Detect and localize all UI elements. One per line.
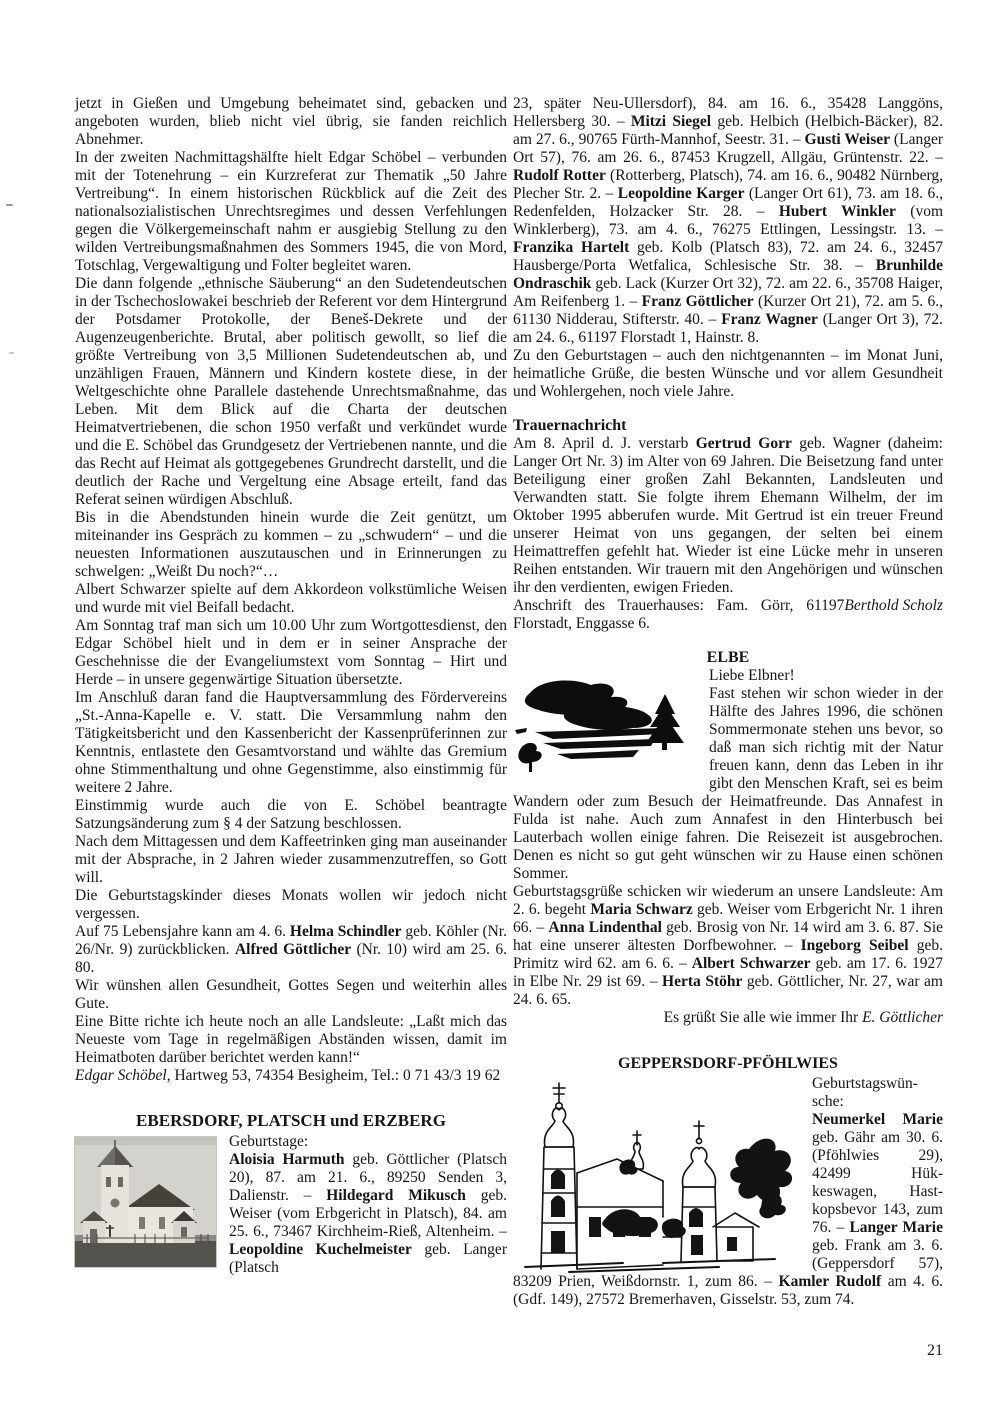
geburtstagswuensche-label: Geburtstagswünsche: (812, 1075, 918, 1110)
ebersdorf-church-photo (75, 1137, 216, 1267)
paragraph: In der zweiten Nachmittagshälfte hielt Edgar Schöbel – verbunden mit der Totenehrung – ein Kurzreferat zur Thematik „50 Jahre Vertreibung“. In einem historischen Rückblick auf die Zeit des nationalsozialistischen Unrechtsregimes und dessen Verfehlungen gegen die Völkergemeinschaft nahm er ausgiebig Stellung zu den wilden Vertreibungsmaßnahmen des Sommers 1945, die von Mord, Totschlag, Vergewaltigung und Folter begleitet waren. (75, 149, 507, 274)
signature: Berthold Scholz (844, 597, 943, 614)
paragraph: Zu den Geburtstagen – auch den nichtgenannten – im Monat Juni, heimatliche Grüße, die besten Wünsche und vor allem Gesundheit und Wohlergehen, noch viele Jahre. (513, 347, 943, 400)
paragraph: Auf 75 Lebensjahre kann am 4. 6. Helma Schindler geb. Köhler (Nr. 26/Nr. 9) zurückblicken. Alfred Göttlicher (Nr. 10) wird am 25. 6. 80. (75, 923, 508, 976)
elbe-section (513, 667, 943, 883)
elbe-text: Fast stehen wir schon wieder in der Hälfte des Jahres 1996, die schönen Sommermonate stehen uns bevor, so daß man sich richtig mit der Natur freuen kann, denn das Leben in ihr gibt den Menschen Kraft, sei es beim Wandern oder zum Besuch der Heimatfreunde. Das Annafest in Fulda ist nahe. Auch zum Annafest in den Hinterbusch bei Lauterbach wollen einige fahren. Die Reisezeit ist ausgebrochen. Denen es nicht so gut geht wünschen wir zu Hause einen schönen Sommer. (513, 685, 943, 882)
left-column (75, 95, 507, 1277)
elbe-salutation: Liebe Elbner! (709, 667, 795, 684)
section-heading-trauernachricht: Trauernachricht (513, 417, 627, 434)
address-line (513, 597, 943, 633)
geburtstage-label: Geburtstage: (229, 1133, 309, 1150)
section-heading-ebersdorf: EBERSDORF, PLATSCH und ERZBERG (136, 1111, 446, 1130)
paragraph: Eine Bitte richte ich heute noch an alle Landsleute: „Laßt mich das Neueste vom Tage in regelmäßigen Abständen wissen, damit im Heimatboten darüber berichtet werden kann!“ (75, 1013, 507, 1066)
obituary-text: Am 8. April d. J. verstarb Gertrud Gorr geb. Wagner (daheim: Langer Ort Nr. 3) im Alter von 69 Jahren. Die Beisetzung fand unter Beteiligung einer großen Zahl Bekannten, Landsleuten und Verwandten statt. Sie folgte ihrem Ehemann Wilhelm, der im Oktober 1995 abberufen wurde. Mit Gertrud ist ein treuer Freund unserer Heimat von uns gegangen, der selten bei einem Heimattreffen gefehlt hat. Wieder ist eine Lücke mehr in unseren Reihen entstanden. Wir trauern mit den Angehörigen und wünschen ihr den verdienten, ewigen Frieden. (513, 435, 943, 596)
ebersdorf-section (75, 1133, 507, 1277)
paragraph: Nach dem Mittagessen und dem Kaffeetrinken ging man auseinander mit der Absprache, in 2 Jahren wieder zusammenzutreffen, so Gott will. (75, 833, 507, 886)
paragraph: Die dann folgende „ethnische Säuberung“ an den Sudetendeutschen in der Tschechoslowakei beschrieb der Referent vor dem Hintergrund der Potsdamer Protokolle, der Beneš-Dekrete und der Augenzeugenberichte. Brutal, aber politisch gewollt, so lief die größte Vertreibung von 3,5 Millionen Sudetendeutschen ab, und unzähligen Frauen, Männern und Kindern kostete diese, in der Weltgeschichte ohne Parallele dastehende Unrechtsmaßnahme, das Leben. Mit dem Blick auf die Charta der deutschen Heimatvertriebenen, die schon 1950 verfaßt und verkündet wurde und die E. Schöbel das Grundgesetz der Vertriebenen nannte, und die das Recht auf Heimat als gottgegebenes Grundrecht darstellt, und die deutlich der Rache und Vergeltung eine Absage erteilt, fand das Referat seinen würdigen Abschluß. (75, 275, 507, 508)
elbe-closing: Es grüßt Sie alle wie immer Ihr E. Göttlicher (663, 1009, 943, 1026)
paragraph: Die Geburtstagskinder dieses Monats wollen wir jedoch nicht vergessen. (75, 887, 507, 922)
birthday-list: Aloisia Harmuth geb. Göttlicher (Platsch 20), 87. am 21. 6., 89250 Senden 3, Dalienstr. – Hildegard Mikusch geb. Weiser (vom Erbgericht in Platsch), 84. am 25. 6., 73467 Kirchheim-Rieß, Altenheim. – Leopoldine Kuchelmeister geb. Langer (Platsch (229, 1151, 507, 1276)
elbe-birthday-list: Geburtstagsgrüße schicken wir wiederum an unsere Landsleute: Am 2. 6. begeht Maria Schwarz geb. Weiser vom Erbgericht Nr. 1 ihren 66. – Anna Lindenthal geb. Brosig von Nr. 14 wird am 3. 6. 87. Sie hat eine unserer ältesten Dorfbewohner. – Ingeborg Seibel geb. Primitz wird 62. am 6. 6. – Albert Schwarzer geb. am 17. 6. 1927 in Elbe Nr. 29 ist 69. – Herta Stöhr geb. Göttlicher, Nr. 27, war am 24. 6. 65. (513, 883, 944, 1008)
elbe-landscape-drawing (513, 670, 699, 776)
paragraph: Einstimmig wurde auch die von E. Schöbel beantragte Satzungsänderung zum § 4 der Satzung beschlossen. (75, 797, 507, 832)
geppersdorf-village-drawing (513, 1077, 800, 1273)
birthday-list-continued: 23, später Neu-Ullersdorf), 84. am 16. 6., 35428 Langgöns, Hellersberg 30. – Mitzi Siegel geb. Helbich (Helbich-Bäcker), 82. am 27. 6., 90765 Fürth-Mannhof, Seestr. 31. – Gusti Weiser (Langer Ort 57), 76. am 26. 6., 87453 Krugzell, Allgäu, Grüntenstr. 22. – Rudolf Rotter (Rotterberg, Platsch), 74. am 16. 6., 90482 Nürnberg, Plecher Str. 2. – Leopoldine Karger (Langer Ort 61), 73. am 18. 6., Redenfelden, Holzacker Str. 28. – Hubert Winkler (vom Winklerberg), 73. am 4. 6., 76275 Ettlingen, Lessingstr. 13. – Franzika Hartelt geb. Kolb (Platsch 83), 72. am 24. 6., 32457 Hausberge/Porta Wetfalica, Schlesische Str. 38. – Brunhilde Ondraschik geb. Lack (Kurzer Ort 32), 72. am 22. 6., 35708 Haiger, Am Reifenberg 1. – Franz Göttlicher (Kurzer Ort 21), 72. am 5. 6., 61130 Nidderau, Stifterstr. 40. – Franz Wagner (Langer Ort 3), 72. am 24. 6., 61197 Florstadt 1, Hainstr. 8. (513, 95, 944, 346)
page-number: 21 (927, 1342, 943, 1359)
paragraph: Bis in die Abendstunden hinein wurde die Zeit genützt, um miteinander ins Gespräch zu kommen – zu „schwudern“ – und die neuesten Informationen auszutauschen und in Erinnerungen zu schwelgen: „Weißt Du noch?“… (75, 509, 507, 580)
paragraph: Im Anschluß daran fand die Hauptversammlung des Fördervereins „St.-Anna-Kapelle e. V. statt. Die Versammlung nahm den Tätigkeitsbericht und den Kassenbericht der Kassenprüferinnen zur Kenntnis, entlastete den Gesamtvorstand und wählte das Gremium ohne Stimmenthaltung und ohne Gegenstimme, also einstimmig für weitere 2 Jahre. (75, 689, 507, 796)
section-heading-elbe: ELBE (706, 649, 750, 666)
section-heading-geppersdorf: GEPPERSDORF-PFÖHLWIES (618, 1055, 838, 1072)
geppersdorf-section (513, 1075, 943, 1309)
paragraph: Albert Schwarzer spielte auf dem Akkordeon volkstümliche Weisen und wurde mit viel Beifall bedacht. (75, 581, 507, 616)
right-column (513, 95, 943, 1309)
scan-artifact (6, 204, 13, 206)
paragraph: Wir wünshen allen Gesundheit, Gottes Segen und weiterhin alles Gute. (75, 977, 507, 1012)
address-text: Anschrift des Trauerhauses: Fam. Görr, 61197 Florstadt, Enggasse 6. (513, 597, 845, 632)
paragraph: Am Sonntag traf man sich um 10.00 Uhr zum Wortgottesdienst, den Edgar Schöbel hielt und in dem er in seiner Ansprache der Geschehnisse die der Evangeliumstext vom Sonntag – Hirt und Herde – in unsere gegenwärtige Situation übersetzte. (75, 617, 507, 688)
contact-line: Edgar Schöbel, Hartweg 53, 74354 Besigheim, Tel.: 0 71 43/3 19 62 (75, 1067, 501, 1084)
paragraph: jetzt in Gießen und Umgebung beheimatet sind, gebacken und angeboten wurden, blieb nicht viel übrig, sie fanden reichlich Abnehmer. (75, 95, 507, 148)
scan-artifact (9, 352, 14, 354)
geppersdorf-birthday-list: Neumerkel Marie geb. Gähr am 30. 6. (Pföhlwies 29), 42499 Hükkeswagen, Hastkopsbevor 143, zum 76. – Langer Marie geb. Frank am 3. 6. (Geppersdorf 57), 83209 Prien, Weißdornstr. 1, zum 86. – Kamler Rudolf am 4. 6. (Gdf. 149), 27572 Bremerhaven, Gisselstr. 53, zum 74. (513, 1111, 944, 1308)
